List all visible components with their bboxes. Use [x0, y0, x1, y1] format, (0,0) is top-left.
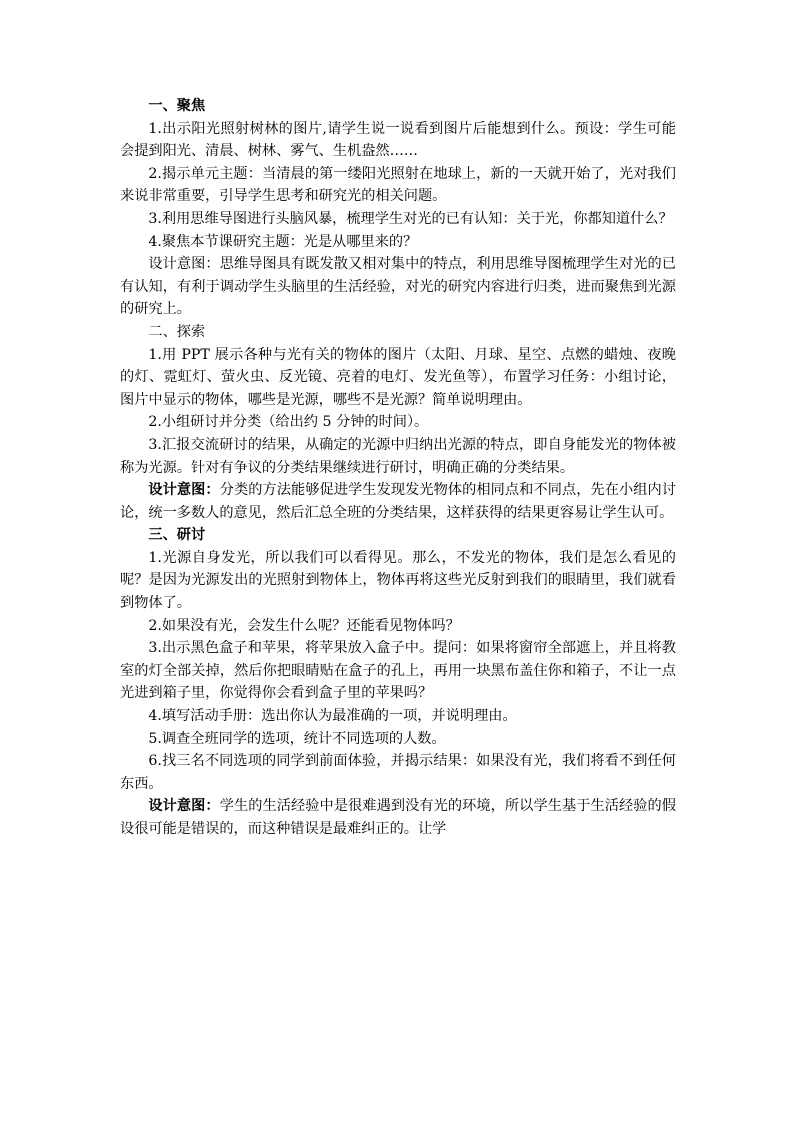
paragraph: 6.找三名不同选项的同学到前面体验，并揭示结果：如果没有光，我们将看不到任何东西。 [120, 753, 676, 792]
paragraph: 3.利用思维导图进行头脑风暴，梳理学生对光的已有认知：关于光，你都知道什么？ [148, 210, 673, 227]
design-intent-paragraph [120, 795, 676, 840]
design-intent-label: 设计意图： [148, 798, 220, 815]
paragraph: 2.小组研讨并分类（给出约 5 分钟的时间）。 [148, 414, 429, 431]
paragraph: 2.如果没有光，会发生什么呢？还能看见物体吗？ [148, 617, 460, 634]
design-intent-text: 分类的方法能够促进学生发现发光物体的相同点和不同点，先在小组内讨论，统一多数人的意见，然后汇总全班的分类结果，这样获得的结果更容易让学生认可。 [120, 482, 676, 521]
design-intent-paragraph [120, 253, 676, 321]
document-page [120, 95, 676, 841]
design-intent-label: 设计意图： [148, 482, 220, 499]
paragraph: 1.光源自身发光，所以我们可以看得见。那么，不发光的物体，我们是怎么看见的呢？是因为光源发出的光照射到物体上，物体再将这些光反射到我们的眼睛里，我们就看到物体了。 [120, 549, 676, 612]
section-heading-explore: 二、探索 [148, 323, 206, 340]
paragraph: 4.填写活动手册：选出你认为最准确的一项，并说明理由。 [148, 708, 517, 725]
paragraph: 3.出示黑色盒子和苹果，将苹果放入盒子中。提问：如果将窗帘全部遮上，并且将教室的灯全部关掉，然后你把眼睛贴在盒子的孔上，再用一块黑布盖住你和箱子，不让一点光进到箱子里，你觉得你会看到盒子里的苹果吗？ [120, 640, 676, 702]
paragraph: 1.用 PPT 展示各种与光有关的物体的图片（太阳、月球、星空、点燃的蜡烛、夜晚的灯、霓虹灯、萤火虫、反光镜、亮着的电灯、发光鱼等），布置学习任务：小组讨论，图片中显示的物体，哪些是光源，哪些不是光源？简单说明理由。 [120, 346, 676, 408]
design-intent-label: 设计意图： [148, 256, 220, 273]
design-intent-paragraph [120, 479, 676, 524]
paragraph: 4.聚焦本节课研究主题：光是从哪里来的？ [148, 233, 418, 250]
paragraph: 5.调查全班同学的选项，统计不同选项的人数。 [148, 730, 446, 747]
design-intent-text: 思维导图具有既发散又相对集中的特点，利用思维导图梳理学生对光的已有认知，有利于调动学生头脑里的生活经验，对光的研究内容进行归类，进而聚焦到光源的研究上。 [120, 256, 676, 318]
paragraph: 2.揭示单元主题：当清晨的第一缕阳光照射在地球上，新的一天就开始了，光对我们来说非常重要，引导学生思考和研究光的相关问题。 [120, 165, 676, 205]
section-heading-focus: 一、聚焦 [148, 98, 206, 114]
section-heading-discuss: 三、研讨 [148, 527, 206, 544]
paragraph: 1.出示阳光照射树林的图片,请学生说一说看到图片后能想到什么。预设：学生可能会提到阳光、清晨、树林、雾气、生机盎然…… [120, 120, 676, 160]
paragraph: 3.汇报交流研讨的结果，从确定的光源中归纳出光源的特点，即自身能发光的物体被称为光源。针对有争议的分类结果继续进行研讨，明确正确的分类结果。 [120, 436, 676, 476]
design-intent-text: 学生的生活经验中是很难遇到没有光的环境，所以学生基于生活经验的假设很可能是错误的，而这种错误是最难纠正的。让学 [120, 798, 676, 837]
